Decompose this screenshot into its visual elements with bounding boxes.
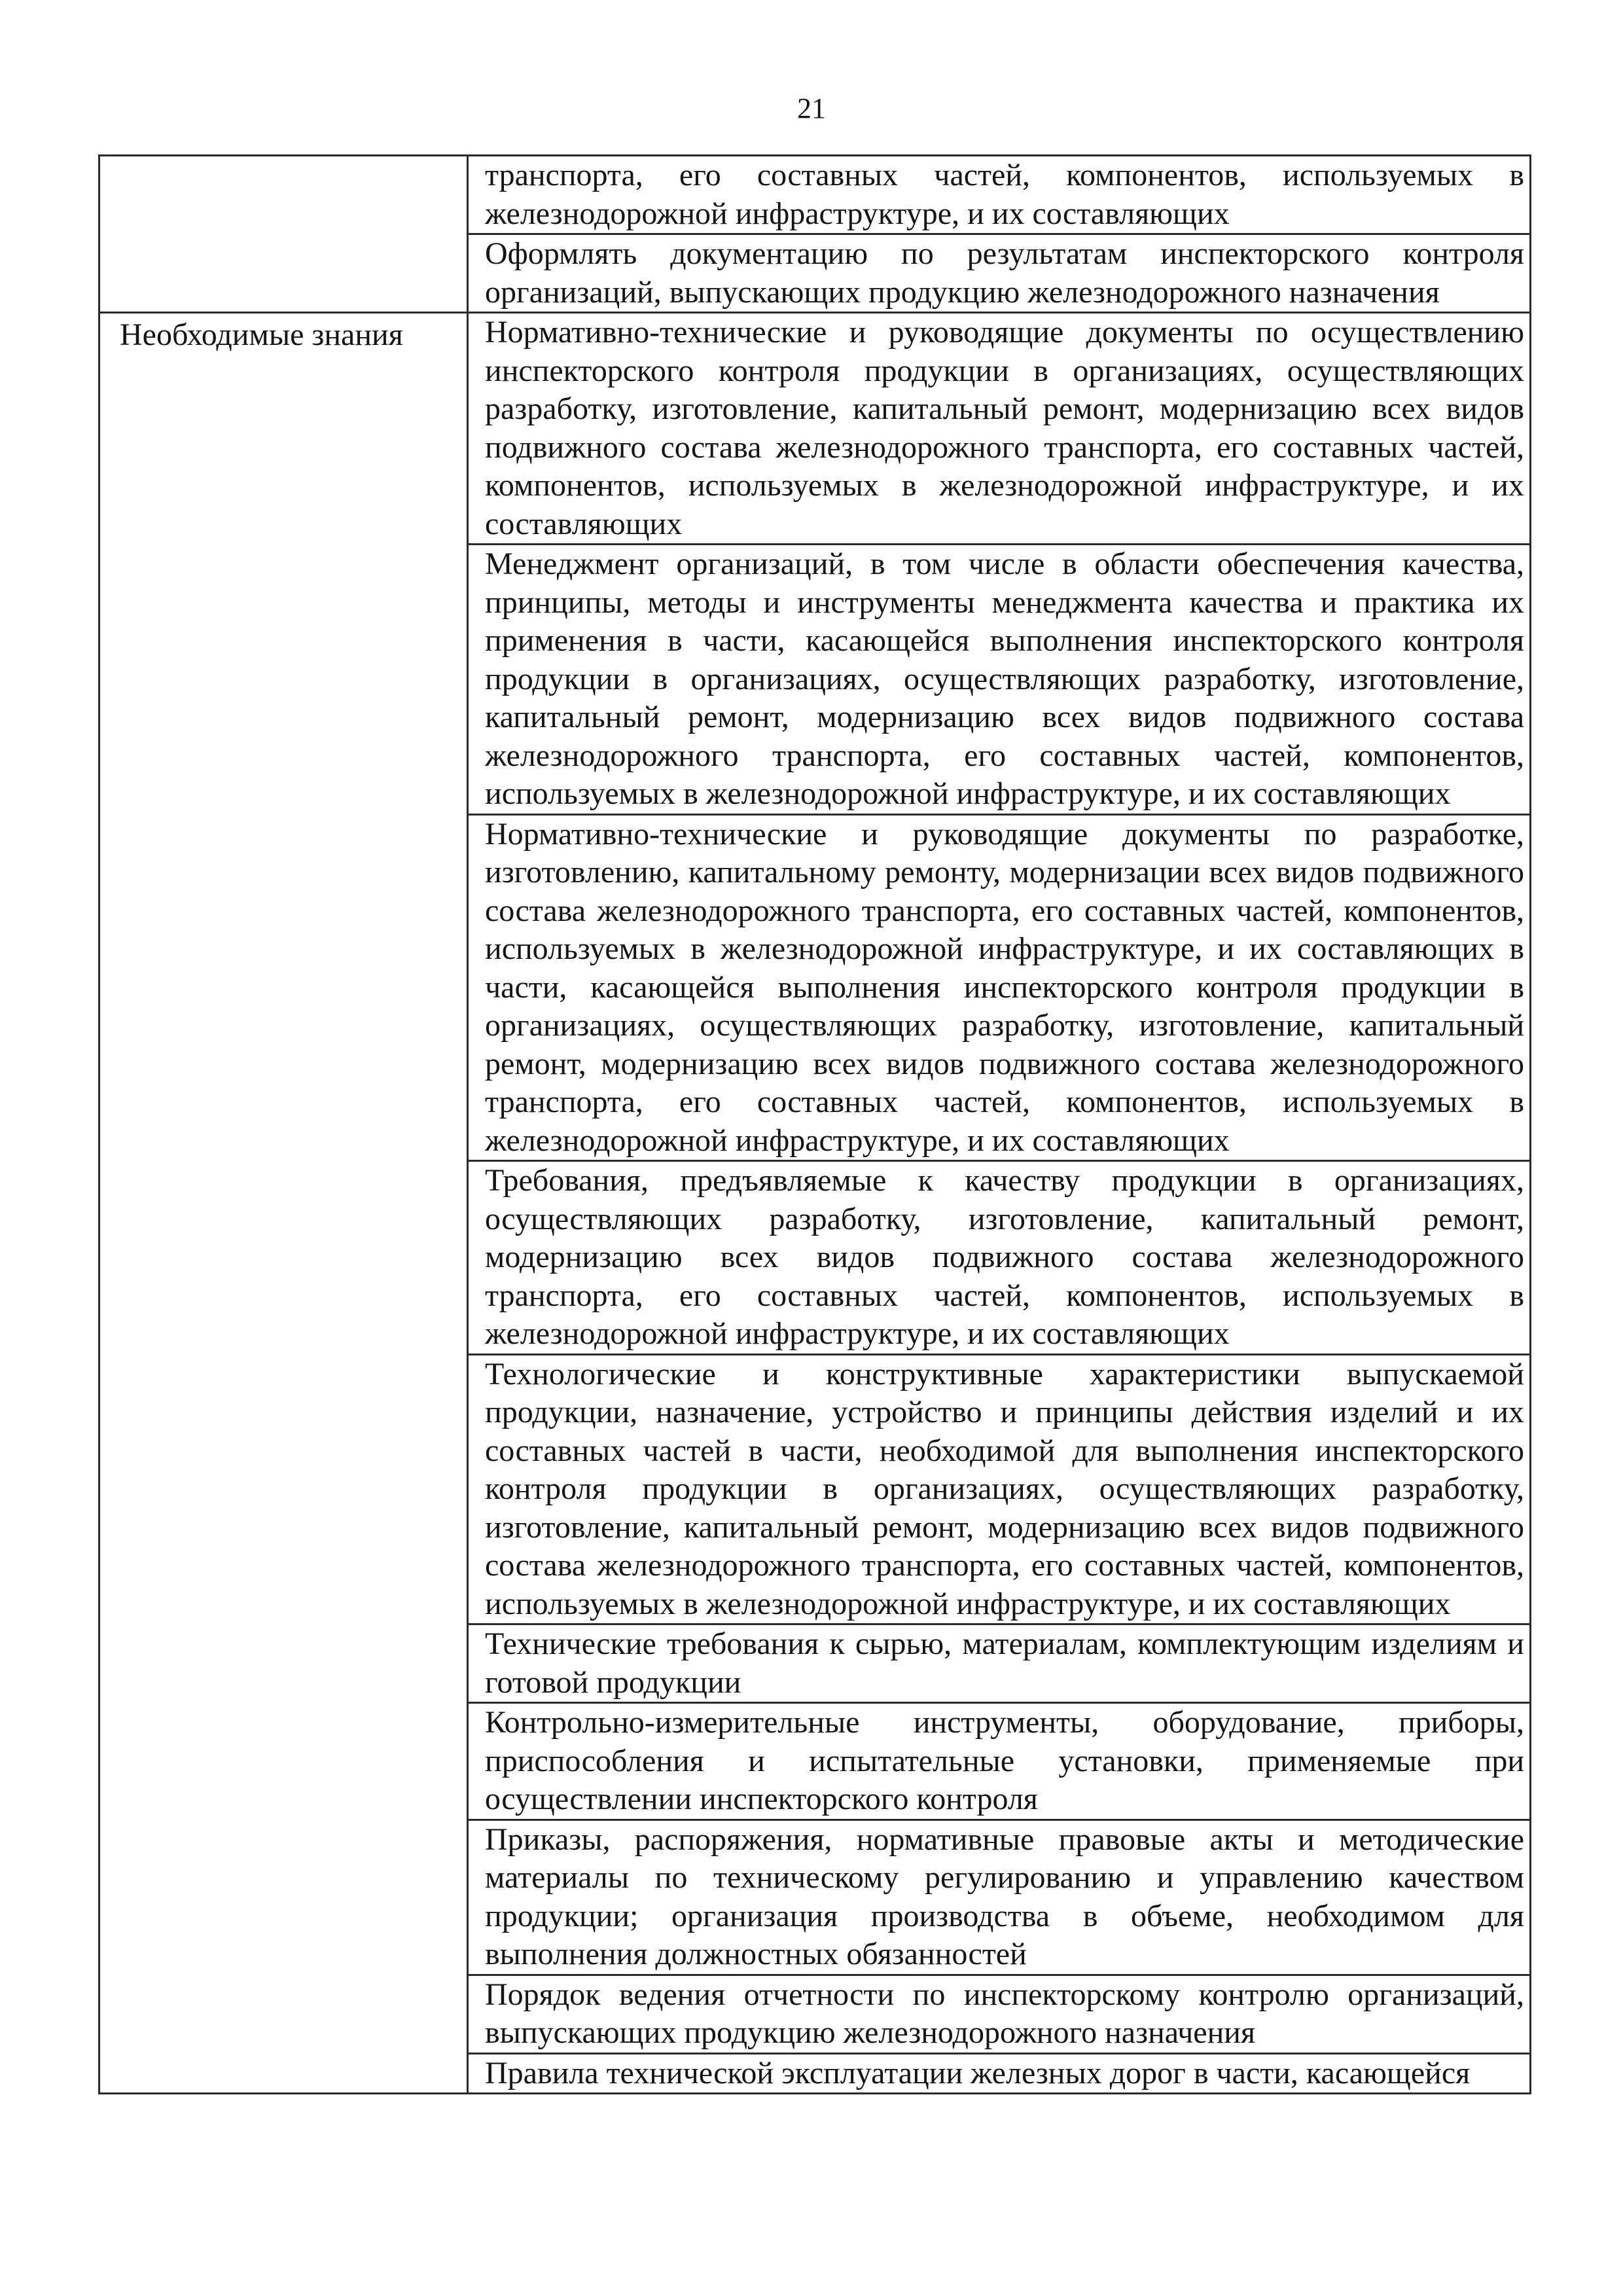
knowledge-item: Требования, предъявляемые к качеству продукции в организациях, осуществляющих разработку, изготовление, капитальный ремонт, модернизацию всех видов подвижного состава железнодорожного транспорта, его составных частей, компонентов, используемых в железнодорожной инфраструктуре, и их составляющих [468,1161,1531,1355]
table-cell-text: Оформлять документацию по результатам инспекторского контроля организаций, выпускающих продукцию железнодорожного назначения [468,234,1531,313]
page-number: 21 [797,92,826,124]
table-row [99,156,1531,234]
knowledge-item: Правила технической эксплуатации железных дорог в части, касающейся [468,2053,1531,2094]
knowledge-item: Нормативно-технические и руководящие документы по осуществлению инспекторского контроля продукции в организациях, осуществляющих разработку, изготовление, капитальный ремонт, модернизацию всех видов подвижного состава железнодорожного транспорта, его составных частей, компонентов, используемых в железнодорожной инфраструктуре, и их составляющих [468,313,1531,545]
knowledge-item: Приказы, распоряжения, нормативные правовые акты и методические материалы по техническому регулированию и управлению качеством продукции; организация производства в объеме, необходимом для выполнения должностных обязанностей [468,1820,1531,1975]
table-row [99,313,1531,545]
knowledge-item: Технологические и конструктивные характеристики выпускаемой продукции, назначение, устройство и принципы действия изделий и их составных частей в части, необходимой для выполнения инспекторского контроля продукции в организациях, осуществляющих разработку, изготовление, капитальный ремонт, модернизацию всех видов подвижного состава железнодорожного транспорта, его составных частей, компонентов, используемых в железнодорожной инфраструктуре, и их составляющих [468,1354,1531,1624]
knowledge-item: Контрольно-измерительные инструменты, оборудование, приборы, приспособления и испытательные установки, применяемые при осуществлении инспекторского контроля [468,1703,1531,1820]
knowledge-item: Менеджмент организаций, в том числе в области обеспечения качества, принципы, методы и инструменты менеджмента качества и практика их применения в части, касающейся выполнения инспекторского контроля продукции в организациях, осуществляющих разработку, изготовление, капитальный ремонт, модернизацию всех видов подвижного состава железнодорожного транспорта, его составных частей, компонентов, используемых в железнодорожной инфраструктуре, и их составляющих [468,545,1531,815]
knowledge-item: Технические требования к сырью, материалам, комплектующим изделиям и готовой продукции [468,1624,1531,1703]
knowledge-label: Необходимые знания [99,313,468,2094]
table-cell-text: транспорта, его составных частей, компонентов, используемых в железнодорожной инфраструктуре, и их составляющих [468,156,1531,234]
empty-label-cell [99,156,468,313]
requirements-table [98,154,1531,2094]
knowledge-item: Нормативно-технические и руководящие документы по разработке, изготовлению, капитальному ремонту, модернизации всех видов подвижного состава железнодорожного транспорта, его составных частей, компонентов, используемых в железнодорожной инфраструктуре, и их составляющих в части, касающейся выполнения инспекторского контроля продукции в организациях, осуществляющих разработку, изготовление, капитальный ремонт, модернизацию всех видов подвижного состава железнодорожного транспорта, его составных частей, компонентов, используемых в железнодорожной инфраструктуре, и их составляющих [468,814,1531,1161]
knowledge-item: Порядок ведения отчетности по инспекторскому контролю организаций, выпускающих продукцию железнодорожного назначения [468,1975,1531,2053]
